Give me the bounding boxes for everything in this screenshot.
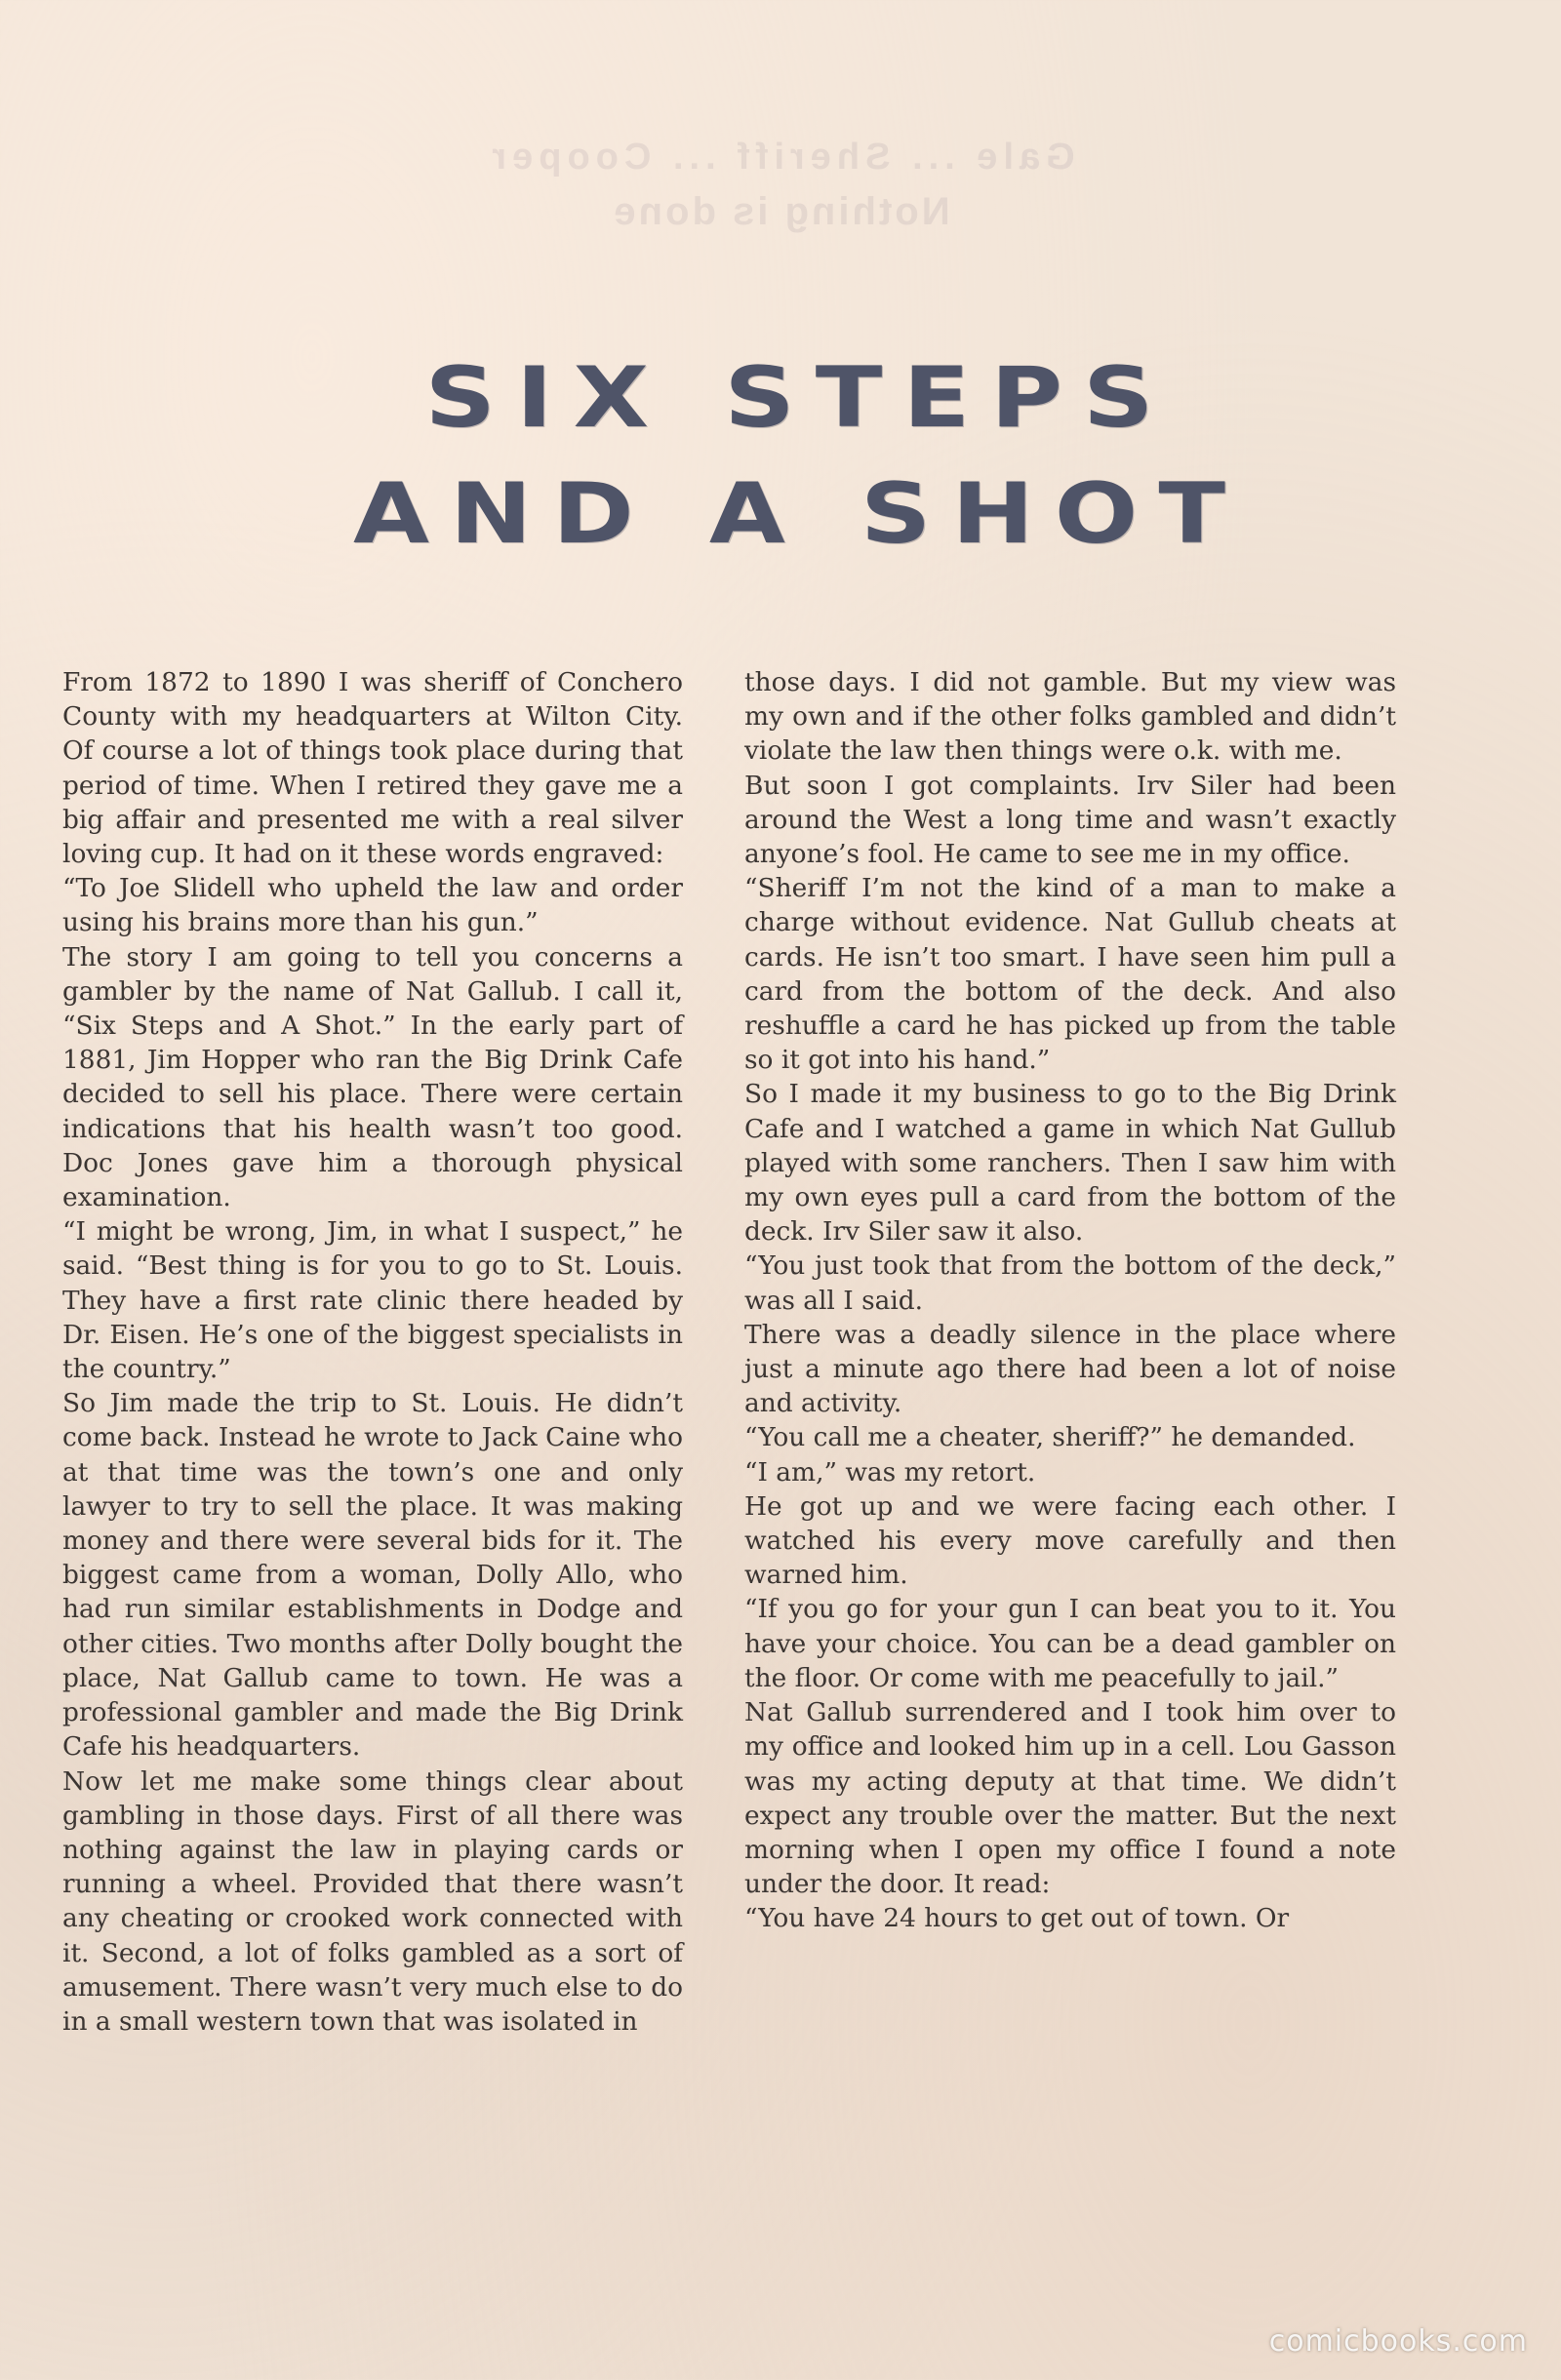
paragraph: From 1872 to 1890 I was sheriff of Conchero County with my headquarters at Wilton City. Of course a lot of things took place during that period of time. When I retired they gave me a big affair and presented me with a real silver loving cup. It had on it these words engraved:: [62, 667, 683, 870]
site-watermark: comicbooks.com: [1268, 2324, 1528, 2359]
story-title-line-1: SIX STEPS: [424, 349, 1175, 447]
paragraph: But soon I got complaints. Irv Siler had been around the West a long time and wasn’t exactly anyone’s fool. He came to see me in my office.: [744, 770, 1396, 870]
paragraph: There was a deadly silence in the place where just a minute ago there had been a lot of noise and activity.: [744, 1319, 1396, 1419]
story-title-line-2: AND A SHOT: [353, 465, 1247, 563]
paragraph: The story I am going to tell you concerns a gambler by the name of Nat Gallub. I call it, “Six Steps and A Shot.” In the early part of 1881, Jim Hopper who ran the Big Drink Cafe decided to sell his place. There were certain indications that his health wasn’t too good. Doc Jones gave him a thorough physical examination.: [62, 941, 683, 1213]
paragraph: “I might be wrong, Jim, in what I suspect,” he said. “Best thing is for you to go to St. Louis. They have a first rate clinic there headed by Dr. Eisen. He’s one of the biggest specialists in the country.”: [62, 1216, 683, 1385]
bleed-through-text-line-2: Nothing is done: [611, 190, 950, 233]
paragraph: So Jim made the trip to St. Louis. He didn’t come back. Instead he wrote to Jack Caine who at that time was the town’s one and only lawyer to try to sell the place. It was making money and there were several bids for it. The biggest came from a woman, Dolly Allo, who had run similar establishments in Dodge and other cities. Two months after Dolly bought the place, Nat Gallub came to town. He was a professional gambler and made the Big Drink Cafe his headquarters.: [62, 1388, 683, 1763]
paragraph: Now let me make some things clear about gambling in those days. First of all there was nothing against the law in playing cards or running a wheel. Provided that there wasn’t any cheating or crooked work connected with it. Second, a lot of folks gambled as a sort of amusement. There wasn’t very much else to do in a small western town that was isolated in: [62, 1765, 683, 2037]
paragraph: “You call me a cheater, sheriff?” he demanded.: [744, 1422, 1356, 1453]
paragraph: So I made it my business to go to the Big Drink Cafe and I watched a game in which Nat Gullub played with some ranchers. Then I saw him with my own eyes pull a card from the bottom of the deck. Irv Siler saw it also.: [744, 1079, 1396, 1248]
paragraph: Nat Gallub surrendered and I took him over to my office and looked him up in a cell. Lou Gasson was my acting deputy at that time. We didn’t expect any trouble over the matter. But the next morning when I open my office I found a note under the door. It read:: [744, 1697, 1396, 1900]
paragraph: “If you go for your gun I can beat you to it. You have your choice. You can be a dead gambler on the floor. Or come with me peacefully to jail.”: [744, 1594, 1396, 1693]
left-text-column: [62, 665, 683, 2039]
bleed-through-text-line-1: Gale ... Sheriff ... Cooper: [486, 137, 1075, 178]
paragraph: “Sheriff I’m not the kind of a man to make a charge without evidence. Nat Gullub cheats at cards. He isn’t too smart. I have seen him pull a card from the bottom of the deck. And also reshuffle a card he has picked up from the table so it got into his hand.”: [744, 873, 1396, 1076]
paragraph: those days. I did not gamble. But my view was my own and if the other folks gambled and didn’t violate the law then things were o.k. with me.: [744, 667, 1396, 767]
paragraph: “To Joe Slidell who upheld the law and order using his brains more than his gun.”: [62, 873, 683, 938]
paragraph: “You have 24 hours to get out of town. Or: [744, 1903, 1290, 1934]
paragraph: “You just took that from the bottom of the deck,” was all I said.: [744, 1250, 1396, 1316]
paragraph: He got up and we were facing each other. I watched his every move carefully and then warned him.: [744, 1490, 1396, 1591]
paragraph: “I am,” was my retort.: [744, 1456, 1036, 1488]
right-text-column: [744, 665, 1396, 1936]
